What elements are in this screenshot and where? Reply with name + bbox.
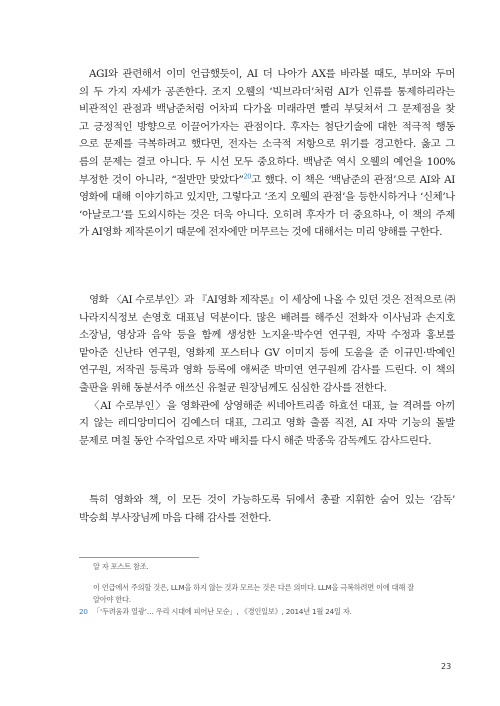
- footnote-a: 알 자 포스트 참조.: [93, 562, 149, 571]
- footnote-text: 「‘두려움과 열광’… 우리 시대에 피어난 모순」, 《경인일보》, 2014년 1월 24일 자.: [93, 607, 352, 616]
- text-line: 지 않는 레디앙미디어 김예스더 대표, 그리고 영화 출품 직전, AI 자막 기능의 돌발: [79, 417, 455, 430]
- text-line: 영화에 대해 이야기하고 있지만, 그렇다고 ‘조지 오웰의 관점’을 등한시하거나 ‘신체’나: [79, 191, 455, 204]
- footnote-b-line: 이 언급에서 주의할 것은, LLM을 하지 않는 것과 모르는 것은 다른 의미다. LLM을 극복하려면 이에 대해 잘: [93, 583, 414, 592]
- text-line: AGI와 관련해서 이미 언급했듯이, AI 더 나아가 AX를 바라볼 때도, 부머와 두머: [89, 68, 455, 80]
- text-segment: 고 했다. 이 책은 ‘백남준의 관점’으로 AI와 AI: [251, 173, 455, 186]
- footnote-divider: [79, 557, 199, 558]
- text-line: 〈AI 수로부인〉을 영화관에 상영해준 씨네아트리좀 하효선 대표, 늘 격려를 아끼: [89, 399, 455, 412]
- text-line-with-footnote: [79, 172, 455, 190]
- text-line: 가 AI영화 제작론이기 때문에 전자에만 머무르는 것에 대해서는 미리 양해를 구한다.: [79, 226, 443, 239]
- text-line: 나라지식정보 손영호 대표님 덕분이다. 많은 배려를 해주신 전화자 이사님과 손지호: [79, 311, 455, 324]
- page-number: 23: [441, 662, 452, 671]
- paragraph-1: [79, 66, 455, 242]
- text-line: ‘아날로그’를 도외시하는 것은 더욱 아니다. 오히려 후자가 더 중요하나, 이 책의 주제: [79, 208, 455, 221]
- text-line: 특히 영화와 책, 이 모든 것이 가능하도록 뒤에서 총괄 지휘한 숨어 있는 ‘감독’: [89, 494, 455, 506]
- footnote-b-line: 알아야 한다.: [93, 594, 131, 604]
- text-line: 출판을 위해 동분서주 애쓰신 유철균 원장님께도 심심한 감사를 전한다.: [79, 381, 387, 394]
- text-line: 문제로 며칠 동안 수작업으로 자막 배치를 다시 해준 박종욱 감독께도 감사드린다.: [79, 434, 432, 447]
- text-line: 맡아준 신난타 연구원, 영화제 포스터나 GV 이미지 등에 도움을 준 이규민·박예인: [79, 346, 455, 359]
- text-line: 비관적인 관점과 백남준처럼 어차피 다가올 미래라면 빨리 부딪쳐서 그 문제점을 찾: [79, 103, 455, 116]
- footnote-number: 20: [79, 607, 88, 616]
- paragraph-2: [79, 292, 455, 450]
- text-line: 박승희 부사장님께 마음 다해 감사를 전한다.: [79, 511, 272, 524]
- text-line: 소장님, 영상과 음악 등을 함께 생성한 노지윤·박수연 연구원, 자막 수정과 홍보를: [79, 329, 455, 342]
- text-line: 름의 문제는 결코 아니다. 두 시선 모두 중요하다. 백남준 역시 오웰의 예언을 100%: [79, 155, 455, 168]
- footnote-20: [79, 606, 459, 618]
- text-segment: 부정한 것이 아니라, “절반만 맞았다”: [79, 173, 244, 186]
- paragraph-3: [79, 492, 455, 527]
- text-line: 연구원, 저작권 등록과 영화 등록에 애써준 박미연 연구원께 감사를 드린다. 이 책의: [79, 364, 455, 377]
- footnote-ref[interactable]: 20: [243, 172, 252, 181]
- text-line: 영화 〈AI 수로부인〉과 『AI영화 제작론』이 세상에 나올 수 있던 것은 전적으로 ㈜: [89, 294, 455, 306]
- text-line: 고 긍정적인 방향으로 이끌어가자는 관점이다. 후자는 첨단기술에 대한 적극적 행동: [79, 120, 455, 133]
- text-line: 의 두 가지 자세가 공존한다. 조지 오웰의 ‘빅브라더’처럼 AI가 인류를 통제하리라는: [79, 85, 455, 98]
- footnote-b: [93, 582, 453, 605]
- text-line: 으로 문제를 극복하려고 했다면, 전자는 소극적 저항으로 위기를 경고한다. 옳고 그: [79, 138, 455, 151]
